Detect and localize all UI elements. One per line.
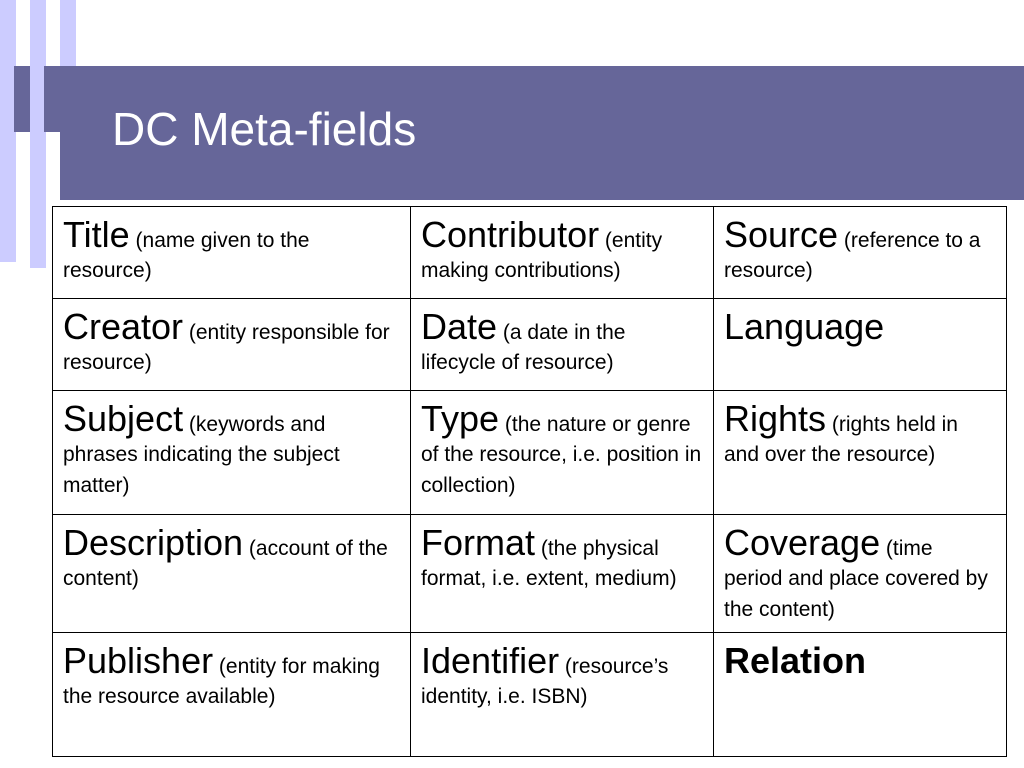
field-cell xyxy=(714,207,1007,299)
field-cell xyxy=(411,515,714,633)
field-description: (account of the content) xyxy=(63,537,388,591)
table-row xyxy=(53,299,1007,391)
field-description: (entity for making the resource available) xyxy=(63,655,380,709)
field-name: Subject xyxy=(63,398,184,439)
field-description: (entity making contributions) xyxy=(421,229,663,283)
field-description: (a date in the lifecycle of resource) xyxy=(421,321,626,375)
field-cell xyxy=(53,391,411,515)
field-description: (the nature or genre of the resource, i.e. position in collection) xyxy=(421,413,702,497)
field-cell xyxy=(411,391,714,515)
field-name: Title xyxy=(63,214,130,255)
decorative-stripe xyxy=(60,0,76,66)
field-cell xyxy=(411,207,714,299)
field-name: Creator xyxy=(63,306,184,347)
field-cell xyxy=(53,299,411,391)
field-cell xyxy=(714,515,1007,633)
field-name: Description xyxy=(63,522,244,563)
field-description: (reference to a resource) xyxy=(724,229,981,283)
field-cell xyxy=(411,299,714,391)
slide-title: DC Meta-fields xyxy=(112,103,417,155)
field-name: Date xyxy=(421,306,498,347)
decorative-stripe xyxy=(30,0,46,268)
field-description: (entity responsible for resource) xyxy=(63,321,390,375)
field-cell xyxy=(714,299,1007,391)
dc-fields-table xyxy=(52,206,1007,757)
table-row xyxy=(53,633,1007,757)
field-name: Format xyxy=(421,522,536,563)
field-name: Rights xyxy=(724,398,827,439)
field-description: (name given to the resource) xyxy=(63,229,310,283)
decorative-block xyxy=(44,66,60,132)
field-name: Type xyxy=(421,398,500,439)
field-description: (the physical format, i.e. extent, medium) xyxy=(421,537,677,591)
table-row xyxy=(53,207,1007,299)
field-cell xyxy=(411,633,714,757)
field-name: Publisher xyxy=(63,640,214,681)
decorative-block xyxy=(14,66,30,132)
field-name: Relation xyxy=(724,640,867,681)
field-description: (rights held in and over the resource) xyxy=(724,413,958,467)
field-name: Coverage xyxy=(724,522,881,563)
field-cell xyxy=(714,391,1007,515)
field-cell xyxy=(714,633,1007,757)
field-description: (resource’s identity, i.e. ISBN) xyxy=(421,655,669,709)
field-name: Contributor xyxy=(421,214,600,255)
table-row xyxy=(53,515,1007,633)
field-name: Identifier xyxy=(421,640,560,681)
field-description: (keywords and phrases indicating the subject matter) xyxy=(63,413,340,497)
table-row xyxy=(53,391,1007,515)
field-name: Source xyxy=(724,214,839,255)
field-cell xyxy=(53,207,411,299)
field-name: Language xyxy=(724,306,885,347)
field-cell xyxy=(53,633,411,757)
field-cell xyxy=(53,515,411,633)
field-description: (time period and place covered by the content) xyxy=(724,537,988,621)
